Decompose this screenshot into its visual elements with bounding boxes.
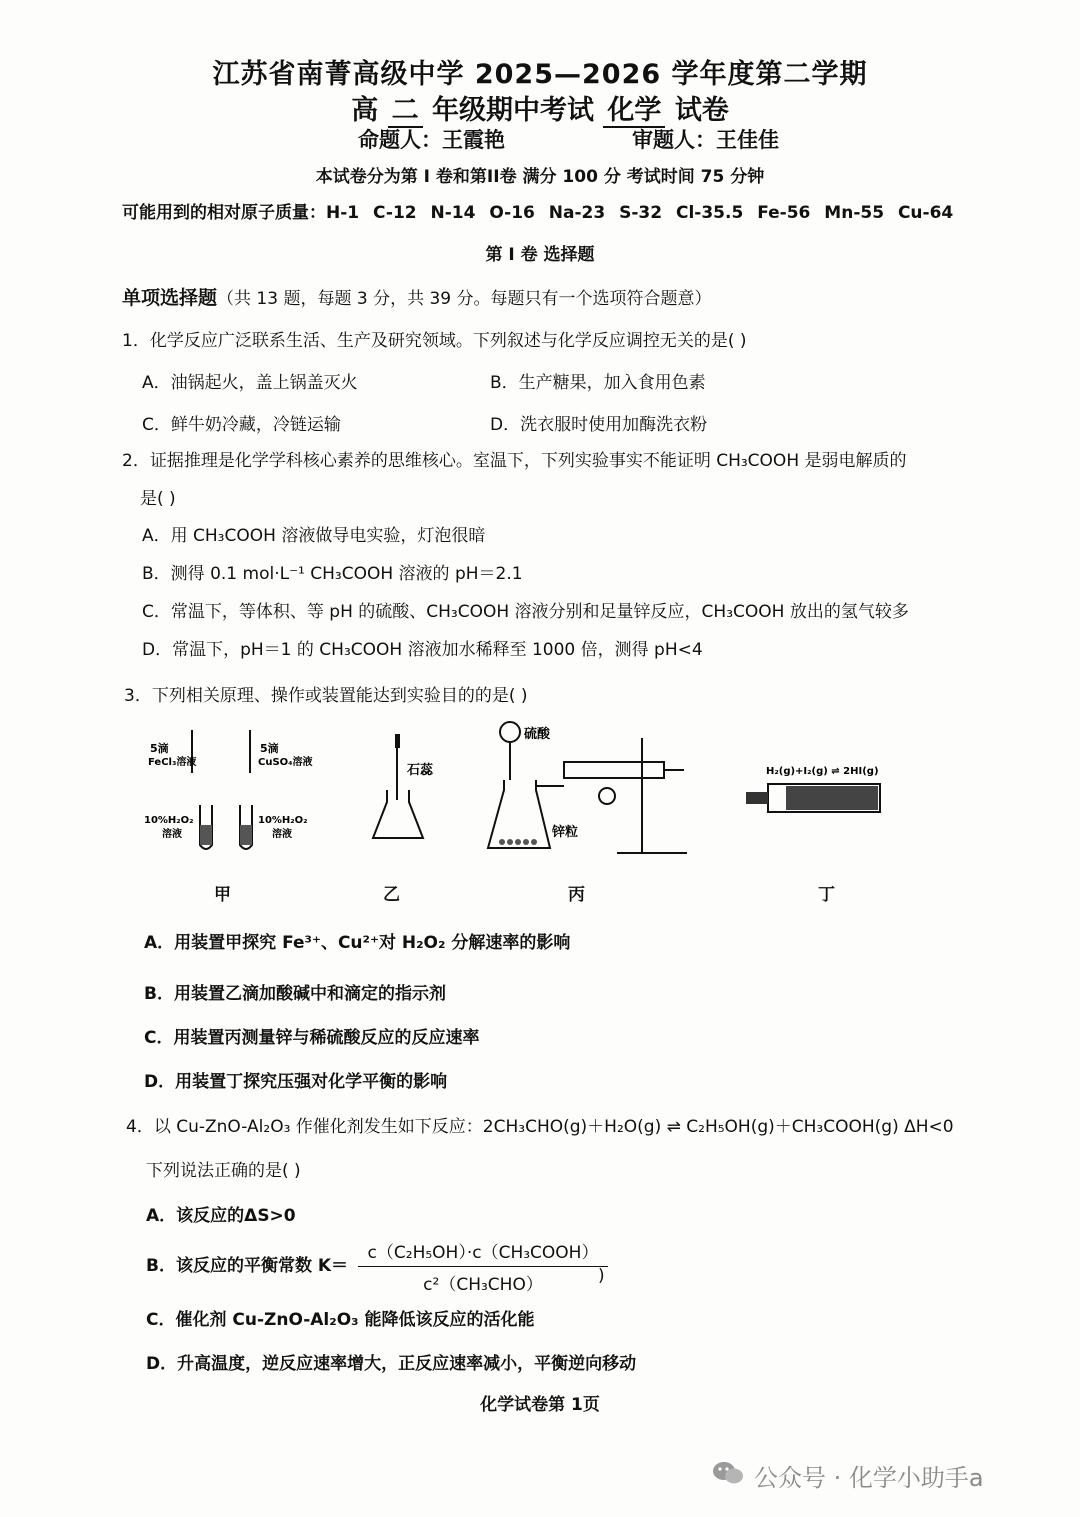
equilibrium-constant-fraction <box>358 1238 608 1295</box>
apparatus-ding-figure <box>740 760 900 820</box>
jia-drop1-label: 5滴 <box>150 742 169 755</box>
q2-option-c: C．常温下，等体积、等 pH 的硫酸、CH₃COOH 溶液分别和足量锌反应，CH₃COOH 放出的氢气较多 <box>142 602 909 622</box>
jia-sol2-unit: 溶液 <box>272 829 292 840</box>
title-mid: 年级期中考试 <box>432 95 594 126</box>
apparatus-bing-figure <box>482 718 702 868</box>
instruction-bold: 单项选择题 <box>122 287 218 309</box>
q4-stem-line2: 下列说法正确的是( ) <box>146 1161 301 1181</box>
jia-drop2-reagent: CuSO₄溶液 <box>258 757 313 768</box>
yi-reagent-label: 石蕊 <box>407 763 434 778</box>
exam-title-line1: 江苏省南菁高级中学 2025—2026 学年度第二学期 <box>212 59 868 90</box>
q2-option-d: D．常温下，pH＝1 的 CH₃COOH 溶液加水稀释至 1000 倍，测得 pH<4 <box>142 640 703 660</box>
q4-option-c: C．催化剂 Cu-ZnO-Al₂O₃ 能降低该反应的活化能 <box>146 1310 535 1330</box>
bing-acid-label: 硫酸 <box>524 727 551 742</box>
exam-title-line2 <box>0 88 1080 127</box>
q2-stem-line2: 是( ) <box>140 489 176 509</box>
figure-label-jia: 甲 <box>214 885 231 905</box>
atomic-masses: 可能用到的相对原子质量：H-1 C-12 N-14 O-16 Na-23 S-32 Cl-35.5 Fe-56 Mn-55 Cu-64 <box>122 203 954 223</box>
title-grade: 二 <box>388 95 423 128</box>
figure-label-ding: 丁 <box>818 885 835 905</box>
title-suffix: 试卷 <box>674 95 729 126</box>
bing-zinc-label: 锌粒 <box>552 825 579 840</box>
q3-option-d: D．用装置丁探究压强对化学平衡的影响 <box>144 1072 448 1092</box>
jia-sol1-label: 10%H₂O₂ <box>144 815 194 826</box>
jia-sol1-unit: 溶液 <box>162 829 182 840</box>
figure-label-yi: 乙 <box>383 885 400 905</box>
q4-option-a: A．该反应的ΔS>0 <box>146 1206 296 1226</box>
q1-option-b: B．生产糖果，加入食用色素 <box>490 373 706 393</box>
author: 命题人：王霞艳 <box>358 128 505 152</box>
jia-drop2-label: 5滴 <box>260 742 279 755</box>
instruction-rest: （共 13 题，每题 3 分，共 39 分。每题只有一个选项符合题意） <box>217 289 712 309</box>
q2-option-a: A．用 CH₃COOH 溶液做导电实验，灯泡很暗 <box>142 526 486 546</box>
fraction-denominator: c²（CH₃CHO） <box>423 1275 543 1295</box>
jia-drop1-reagent: FeCl₃溶液 <box>148 757 197 768</box>
q1-option-d: D．洗衣服时使用加酶洗衣粉 <box>490 415 708 435</box>
title-prefix: 高 <box>351 95 379 126</box>
ding-equation: H₂(g)+I₂(g) ⇌ 2HI(g) <box>766 766 879 777</box>
title-subject: 化学 <box>603 95 665 128</box>
q1-option-a: A．油锅起火，盖上锅盖灭火 <box>142 373 358 393</box>
q3-stem: 3．下列相关原理、操作或装置能达到实验目的的是( ) <box>124 686 528 706</box>
q4-option-d: D．升高温度，逆反应速率增大，正反应速率减小，平衡逆向移动 <box>146 1354 637 1374</box>
q1-option-c: C．鲜牛奶冷藏，冷链运输 <box>142 415 341 435</box>
apparatus-jia-figure <box>140 725 340 855</box>
page-footer: 化学试卷第 1页 <box>480 1395 600 1415</box>
apparatus-yi-figure <box>365 730 455 850</box>
q4-option-b-suffix: ) <box>598 1266 605 1286</box>
q3-option-c: C．用装置丙测量锌与稀硫酸反应的反应速率 <box>144 1028 480 1048</box>
fraction-numerator: c（C₂H₅OH）·c（CH₃COOH） <box>358 1238 608 1267</box>
q3-option-b: B．用装置乙滴加酸碱中和滴定的指示剂 <box>144 984 446 1004</box>
reviewer: 审题人：王佳佳 <box>632 128 779 152</box>
exam-info: 本试卷分为第 I 卷和第II卷 满分 100 分 考试时间 75 分钟 <box>315 167 765 187</box>
q2-option-b: B．测得 0.1 mol·L⁻¹ CH₃COOH 溶液的 pH＝2.1 <box>142 564 523 584</box>
wechat-icon <box>712 1460 744 1486</box>
section-title: 第 I 卷 选择题 <box>485 245 595 265</box>
section-instruction <box>122 283 712 310</box>
watermark-text: 公众号 · 化学小助手a <box>754 1464 984 1492</box>
q3-option-a: A．用装置甲探究 Fe³⁺、Cu²⁺对 H₂O₂ 分解速率的影响 <box>144 933 571 953</box>
q1-stem: 1．化学反应广泛联系生活、生产及研究领域。下列叙述与化学反应调控无关的是( ) <box>122 331 747 351</box>
figure-label-bing: 丙 <box>568 885 585 905</box>
jia-sol2-label: 10%H₂O₂ <box>258 815 308 826</box>
q4-option-b-prefix: B．该反应的平衡常数 K＝ <box>146 1256 349 1276</box>
q4-stem-line1: 4．以 Cu-ZnO-Al₂O₃ 作催化剂发生如下反应：2CH₃CHO(g)＋H₂O(g) ⇌ C₂H₅OH(g)＋CH₃COOH(g) ΔH<0 <box>126 1117 954 1137</box>
q2-stem-line1: 2．证据推理是化学学科核心素养的思维核心。室温下，下列实验事实不能证明 CH₃COOH 是弱电解质的 <box>122 451 907 471</box>
